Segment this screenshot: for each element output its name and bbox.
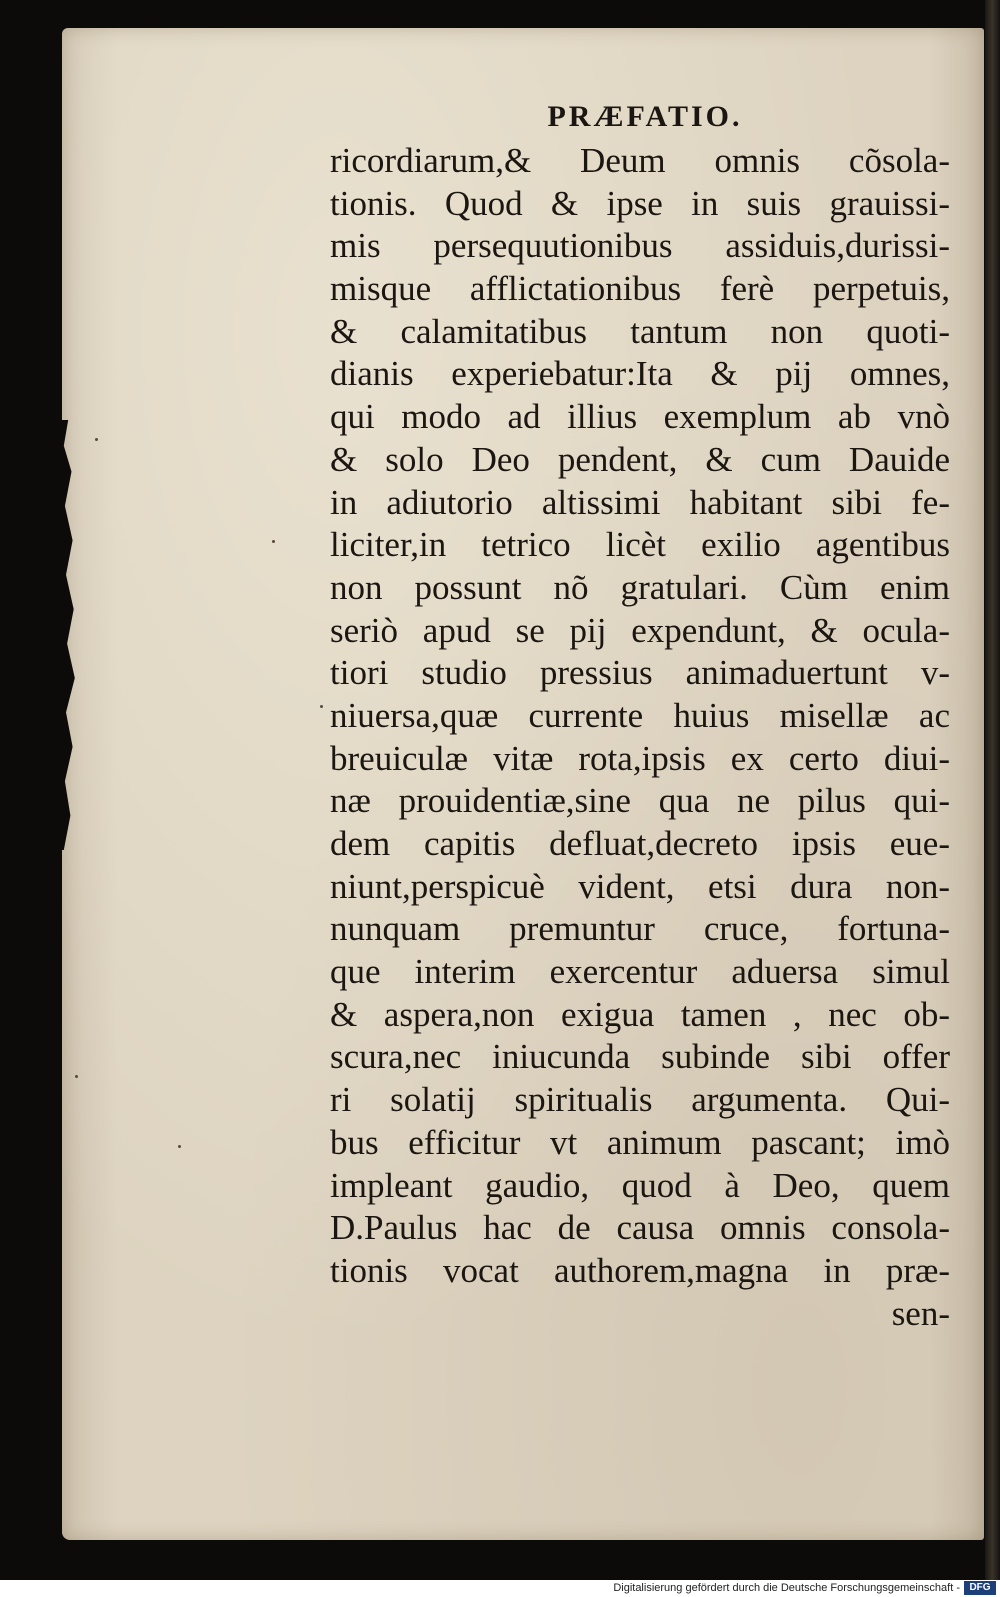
dfg-logo: DFG [964, 1581, 996, 1595]
text-line: scura,nec iniucunda subinde sibi offer [330, 1037, 950, 1077]
text-line: & solo Deo pendent, & cum Dauide [330, 439, 950, 479]
text-line: ri solatij spiritualis argumenta. Qui- [330, 1080, 950, 1120]
text-line: tiori studio pressius animaduertunt v- [330, 653, 950, 693]
footer-bar [0, 1580, 1000, 1597]
catchword: sen- [891, 1293, 950, 1333]
text-line: dianis experiebatur:Ita & pij omnes, [330, 354, 950, 394]
text-line: næ prouidentiæ,sine qua ne pilus qui- [330, 781, 950, 821]
text-line: que interim exercentur aduersa simul [330, 952, 950, 992]
text-line: impleant gaudio, quod à Deo, quem [330, 1165, 950, 1205]
text-line: ricordiarum,& Deum omnis cõsola- [330, 141, 950, 180]
text-line: breuiculæ vitæ rota,ipsis ex certo diui- [330, 738, 950, 778]
text-line: misque afflictationibus ferè perpetuis, [330, 269, 950, 309]
text-line: D.Paulus hac de causa omnis consola- [330, 1208, 950, 1248]
text-line: niuersa,quæ currente huius misellæ ac [330, 695, 950, 735]
text-line: dem capitis defluat,decreto ipsis eue- [330, 824, 950, 863]
text-line: in adiutorio altissimi habitant sibi fe- [330, 482, 950, 522]
text-line: qui modo ad illius exemplum ab vnò [330, 397, 950, 437]
text-line: niunt,perspicuè vident, etsi dura non- [330, 866, 950, 906]
text-line: seriò apud se pij expendunt, & ocula- [330, 610, 950, 650]
text-line: bus efficitur vt animum pascant; imò [330, 1122, 950, 1162]
funding-credit: Digitalisierung gefördert durch die Deutsche Forschungsgemeinschaft - [613, 1582, 960, 1594]
running-header: PRÆFATIO. [547, 100, 743, 133]
text-line: liciter,in tetrico licèt exilio agentibus [330, 525, 950, 565]
page-text [330, 98, 950, 1335]
text-line: & calamitatibus tantum non quoti- [330, 311, 950, 351]
text-line: nunquam premuntur cruce, fortuna- [330, 909, 950, 949]
text-line: & aspera,non exigua tamen , nec ob- [330, 994, 950, 1034]
text-line: tionis. Quod & ipse in suis grauissi- [330, 183, 950, 223]
book-edge [985, 0, 1000, 1580]
text-line: tionis vocat authorem,magna in præ- [330, 1250, 950, 1290]
text-line: mis persequutionibus assiduis,durissi- [330, 226, 950, 266]
text-line: non possunt nõ gratulari. Cùm enim [330, 567, 950, 607]
